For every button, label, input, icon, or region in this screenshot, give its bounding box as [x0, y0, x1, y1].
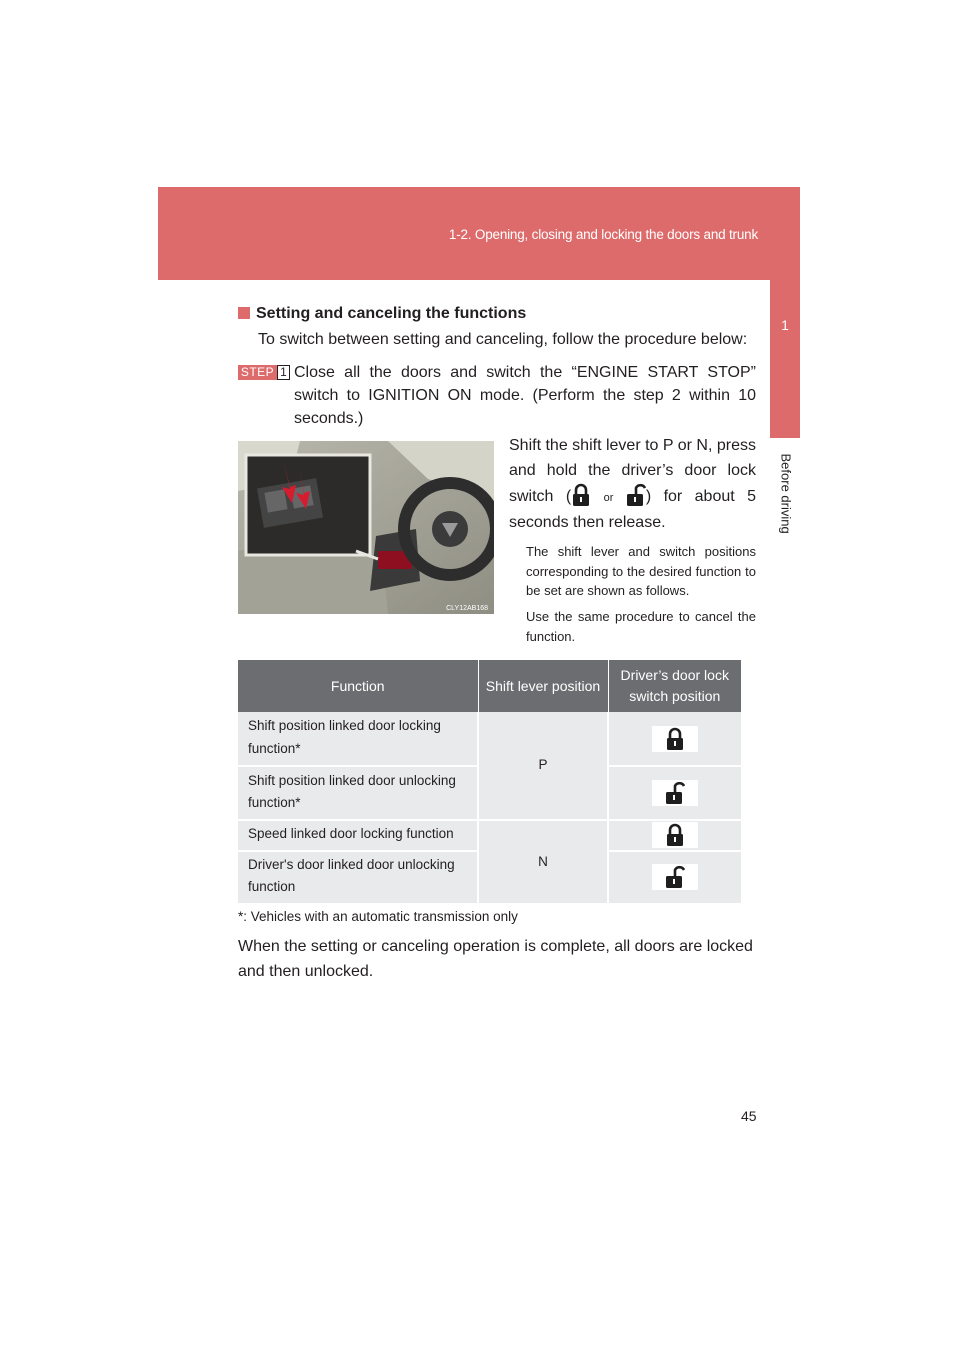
table-row: [238, 712, 741, 766]
lock-icon: [652, 822, 698, 848]
unlock-icon: [652, 780, 698, 806]
footnote-marker: *: [238, 909, 244, 924]
header-function: Function: [238, 660, 478, 712]
step-1-text: Close all the doors and switch the “ENGINE START STOP” switch to IGNITION ON mode. (Perform the step 2 within 10 seconds.): [294, 364, 756, 427]
lock-icon: [571, 483, 591, 507]
table-header-row: [238, 660, 741, 712]
page-number: 45: [741, 1108, 757, 1124]
table-row: [238, 820, 741, 851]
lock-icon: [652, 726, 698, 752]
footnote: [238, 909, 518, 924]
step-2-text: Shift the shift lever to P or N, press and hold the driver’s door lock switch ( or ) for about 5 seconds then release.: [509, 437, 757, 531]
side-tab-label-wrap: [778, 452, 794, 552]
header-lock-switch: Driver’s door lock switch position: [608, 660, 741, 712]
unlock-icon: [626, 483, 646, 507]
function-table: [238, 660, 741, 905]
step-1-label: STEP 1: [238, 365, 290, 380]
function-cell: Speed linked door locking function: [238, 820, 478, 851]
header-shift-lever: Shift lever position: [478, 660, 608, 712]
note-2: Use the same procedure to cancel the function.: [526, 609, 756, 644]
chapter-header: [158, 187, 800, 280]
door-switch-photo: [238, 441, 494, 614]
function-cell: Shift position linked door unlocking function*: [238, 766, 478, 820]
note-1: The shift lever and switch positions corresponding to the desired function to be set are shown as follows.: [526, 544, 756, 598]
function-cell: Shift position linked door locking function*: [238, 712, 478, 766]
shift-cell: N: [478, 820, 608, 904]
side-tab: [770, 187, 800, 438]
side-tab-number: 1: [781, 317, 789, 333]
conclusion-text: When the setting or canceling operation is complete, all doors are locked and then unlocked.: [238, 938, 753, 980]
function-cell: Driver's door linked door unlocking function: [238, 851, 478, 904]
unlock-icon: [652, 864, 698, 890]
chapter-title: 1-2. Opening, closing and locking the doors and trunk: [448, 227, 758, 242]
figure-code: CLY12AB168: [446, 605, 488, 612]
shift-cell: P: [478, 712, 608, 820]
side-tab-label: Before driving: [778, 453, 794, 534]
section-intro: To switch between setting and canceling, follow the procedure below:: [258, 331, 748, 348]
square-bullet-icon: [238, 307, 250, 319]
section-title: Setting and canceling the functions: [238, 305, 526, 323]
footnote-text: : Vehicles with an automatic transmission only: [243, 909, 518, 924]
car-interior-illustration: [238, 441, 494, 614]
